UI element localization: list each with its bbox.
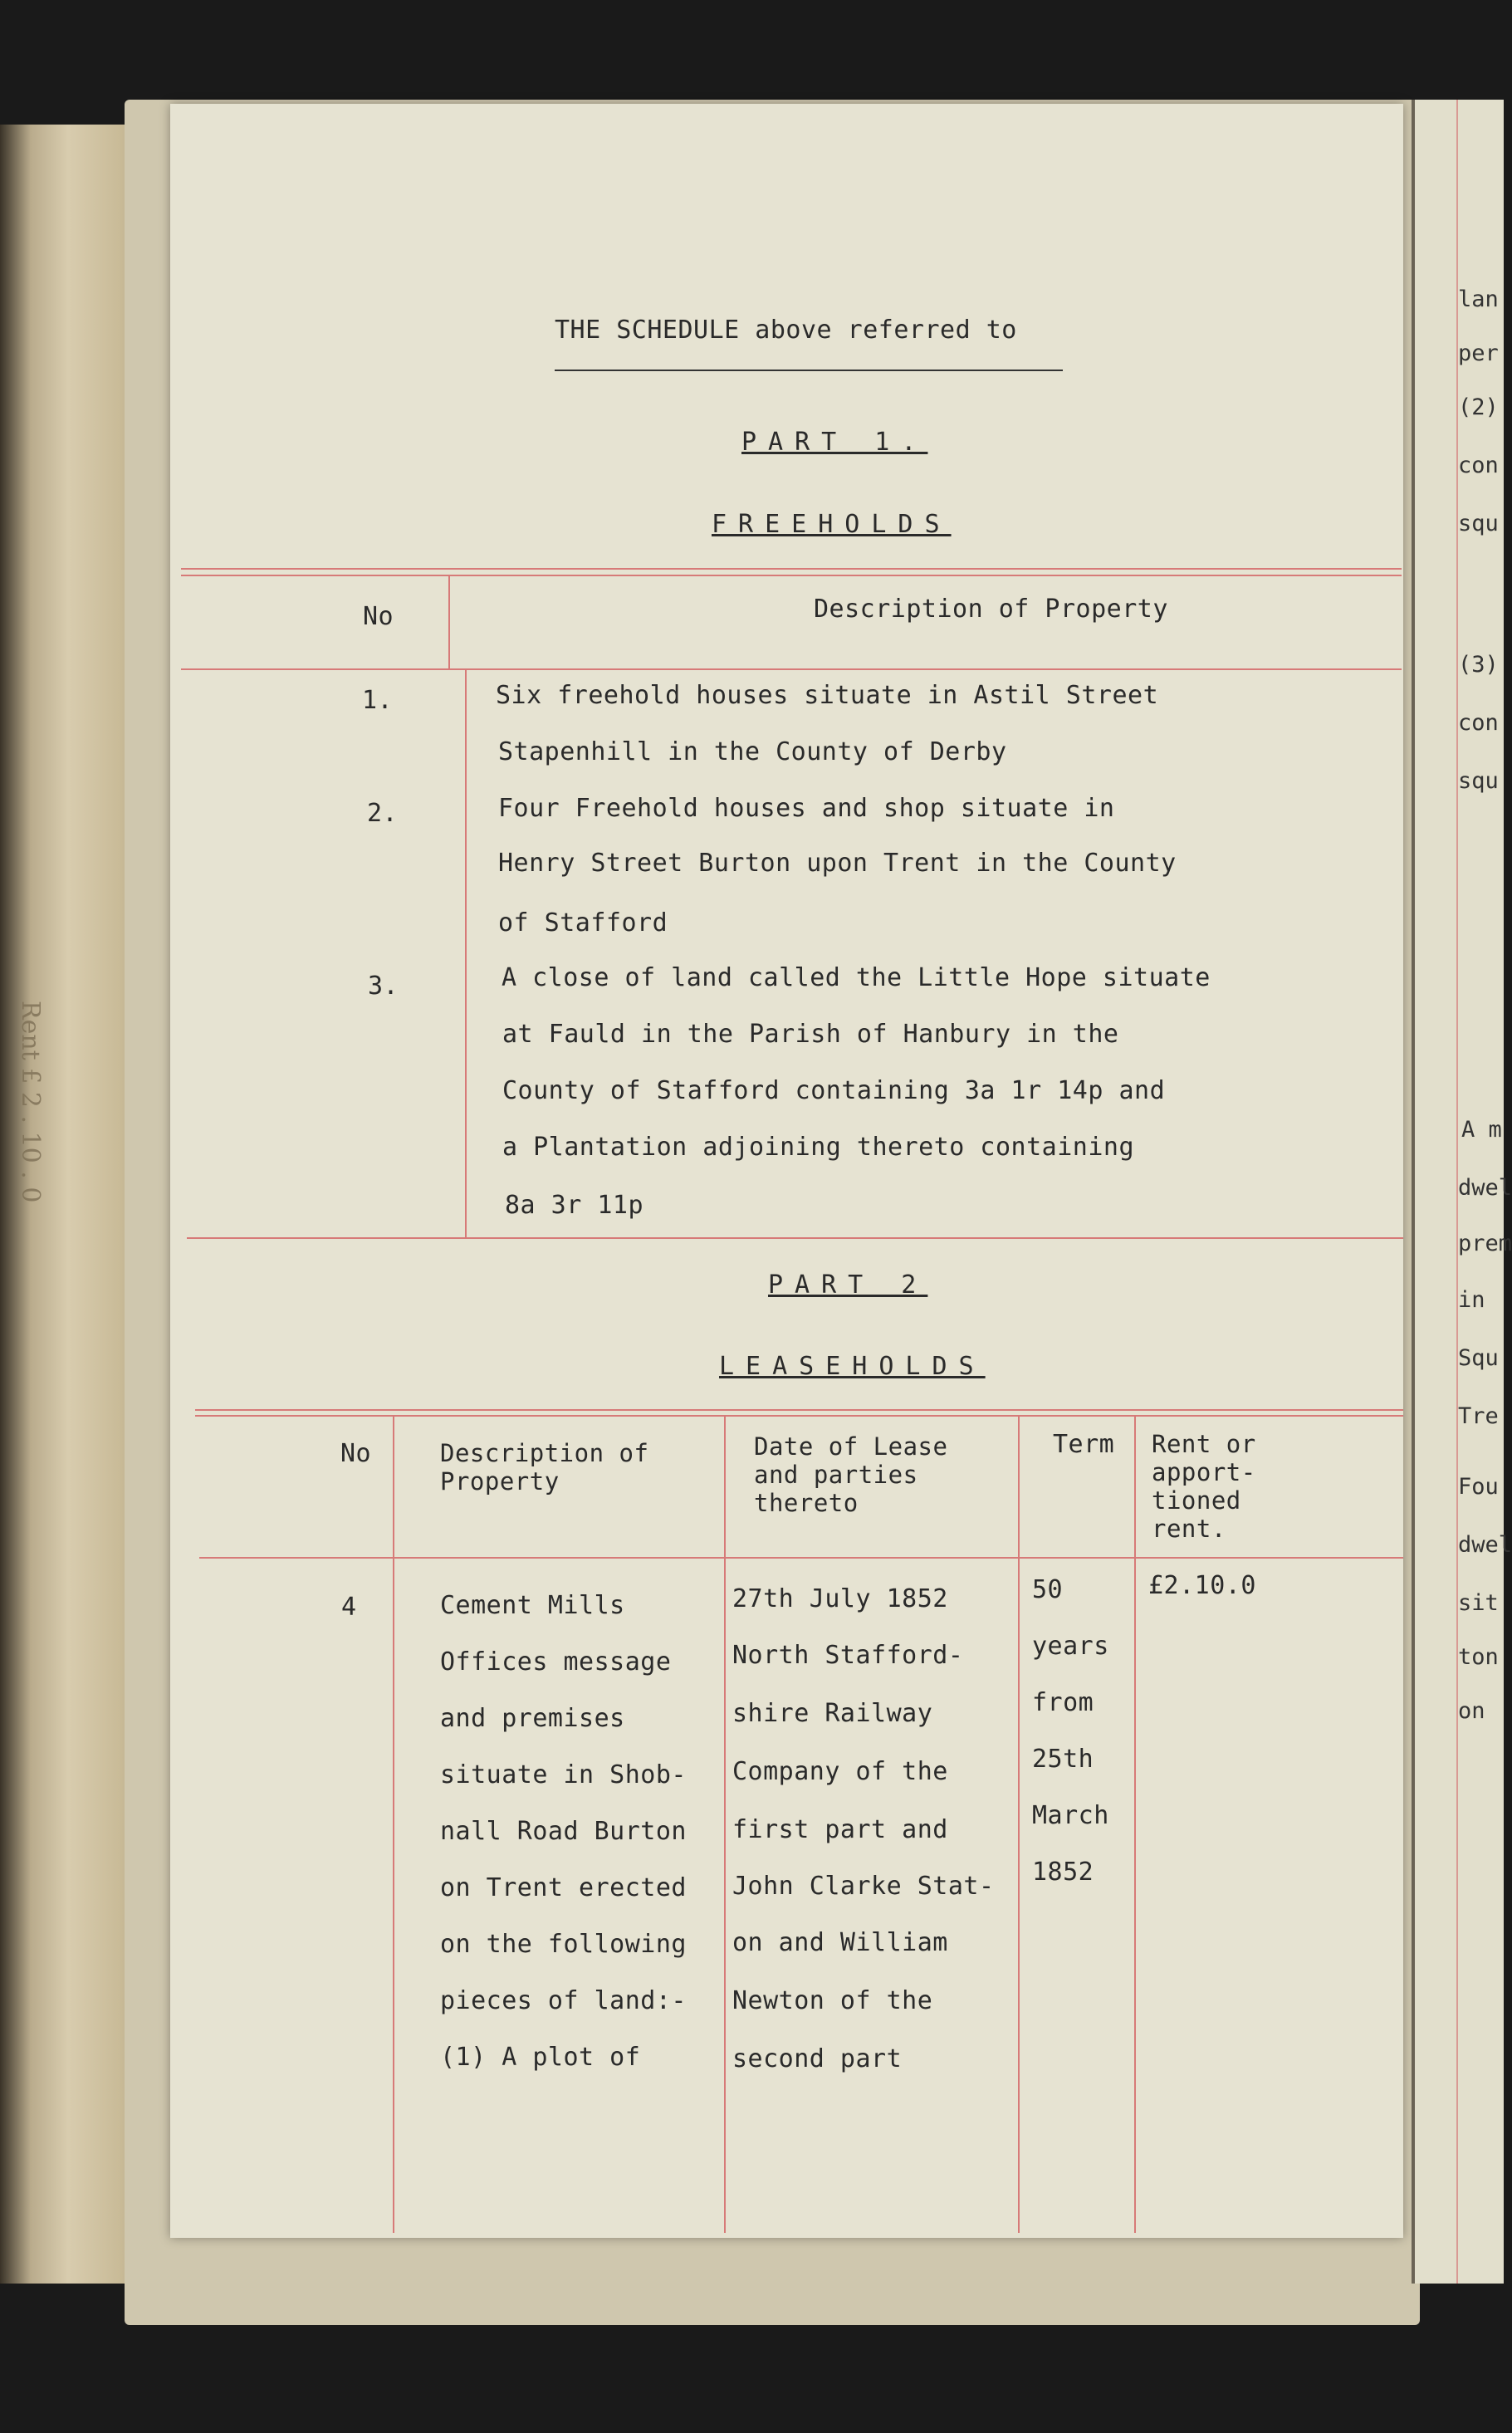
margin-note: Rent £ 2 . 10 . 0	[16, 1001, 45, 1203]
table1-top-rule-2	[181, 575, 1402, 576]
adjacent-page-fragment: lan	[1458, 286, 1499, 312]
adjacent-page-fragment: (2)	[1458, 394, 1499, 420]
part2-col-date: Date of Lease and parties thereto	[754, 1432, 948, 1517]
row-date-line: first part and	[732, 1815, 948, 1844]
adjacent-page-fragment: con	[1458, 710, 1499, 736]
item-description-line: at Fauld in the Parish of Hanbury in the	[502, 1020, 1119, 1049]
part2-col-description: Description of Property	[440, 1439, 649, 1496]
row-date-line: 27th July 1852	[732, 1584, 948, 1613]
table2-divider-3	[1018, 1415, 1020, 2233]
row-description-line: nall Road Burton	[440, 1817, 687, 1846]
adjacent-page	[1412, 100, 1512, 2284]
row-description-line: Cement Mills	[440, 1591, 625, 1620]
adjacent-page-fragment: ton	[1458, 1644, 1499, 1670]
row-date-line: John Clarke Stat-	[732, 1872, 995, 1901]
row-description-line: situate in Shob-	[440, 1760, 687, 1789]
part1-col-description: Description of Property	[814, 595, 1168, 624]
adjacent-page-fragment: Fou	[1458, 1474, 1499, 1500]
schedule-title: THE SCHEDULE above referred to	[555, 316, 1017, 345]
row-number: 4	[341, 1593, 357, 1622]
adjacent-page-fragment: dwel	[1458, 1532, 1512, 1558]
row-description-line: pieces of land:-	[440, 1986, 687, 2015]
row-description-line: (1) A plot of	[440, 2043, 641, 2072]
part2-col-no: No	[340, 1439, 372, 1468]
adjacent-page-fragment: squ	[1458, 511, 1499, 536]
table1-top-rule	[181, 568, 1402, 570]
row-date-line: shire Railway	[732, 1699, 933, 1728]
table1-bottom-rule	[187, 1237, 1403, 1239]
row-date-line: on and William	[732, 1928, 948, 1957]
part1-col-no: No	[363, 602, 394, 631]
freeholds-heading: FREEHOLDS	[712, 510, 952, 539]
part2-heading: PART 2	[768, 1270, 928, 1300]
row-term-line: 25th	[1032, 1745, 1094, 1774]
item-description-line: of Stafford	[498, 908, 668, 937]
row-date-line: Newton of the	[732, 1986, 933, 2015]
item-description-line: Stapenhill in the County of Derby	[498, 737, 1007, 766]
row-rent: £2.10.0	[1148, 1571, 1256, 1600]
row-date-line: North Stafford-	[732, 1641, 964, 1670]
table1-header-divider	[448, 575, 450, 668]
item-number: 3.	[368, 972, 399, 1001]
row-term-line: from	[1032, 1688, 1094, 1717]
table2-divider-2	[724, 1415, 726, 2233]
item-description-line: Four Freehold houses and shop situate in	[498, 794, 1115, 823]
title-underline	[555, 370, 1063, 371]
row-term-line: 50	[1032, 1575, 1064, 1604]
adjacent-page-fragment: prem	[1458, 1231, 1512, 1256]
row-term-line: March	[1032, 1801, 1109, 1830]
table2-top-rule	[195, 1409, 1403, 1411]
table1-header-rule	[181, 668, 1402, 670]
row-description-line: on the following	[440, 1930, 687, 1959]
row-description-line: and premises	[440, 1704, 625, 1733]
row-date-line: Company of the	[732, 1757, 948, 1786]
row-description-line: Offices message	[440, 1647, 672, 1677]
adjacent-page-fragment: per	[1458, 340, 1499, 366]
adjacent-page-fragment: dwel	[1458, 1175, 1512, 1201]
table1-column-divider	[465, 668, 467, 1237]
adjacent-page-fragment: Tre	[1458, 1403, 1499, 1429]
adjacent-page-fragment: Squ	[1458, 1345, 1499, 1371]
document-page	[170, 104, 1403, 2238]
table2-top-rule-2	[195, 1415, 1403, 1417]
item-description-line: County of Stafford containing 3a 1r 14p and	[502, 1076, 1166, 1105]
row-description-line: on Trent erected	[440, 1873, 687, 1902]
item-description-line: 8a 3r 11p	[505, 1191, 644, 1220]
row-date-line: second part	[732, 2044, 903, 2073]
adjacent-page-fragment: in	[1458, 1287, 1485, 1313]
adjacent-page-fragment: sit	[1458, 1590, 1499, 1616]
item-number: 1.	[362, 686, 394, 715]
item-description-line: Six freehold houses situate in Astil Street	[496, 681, 1159, 710]
adjacent-page-fragment: A m	[1461, 1117, 1502, 1143]
item-number: 2.	[367, 799, 399, 828]
item-description-line: a Plantation adjoining thereto containing	[502, 1133, 1135, 1162]
table2-header-rule	[199, 1557, 1403, 1559]
item-description-line: Henry Street Burton upon Trent in the County	[498, 849, 1177, 878]
row-term-line: 1852	[1032, 1858, 1094, 1887]
adjacent-page-fragment: on	[1458, 1698, 1485, 1724]
part2-col-rent: Rent or apport-tioned rent.	[1152, 1430, 1256, 1543]
part1-heading: PART 1.	[741, 428, 928, 457]
item-description-line: A close of land called the Little Hope situate	[502, 963, 1211, 992]
adjacent-page-fragment: con	[1458, 453, 1499, 478]
row-term-line: years	[1032, 1632, 1109, 1661]
table2-divider-1	[393, 1415, 394, 2233]
part2-col-term: Term	[1053, 1430, 1115, 1459]
adjacent-page-fragment: squ	[1458, 768, 1499, 794]
table2-divider-4	[1134, 1415, 1136, 2233]
leaseholds-heading: LEASEHOLDS	[719, 1352, 986, 1381]
adjacent-page-fragment: (3)	[1458, 652, 1499, 678]
